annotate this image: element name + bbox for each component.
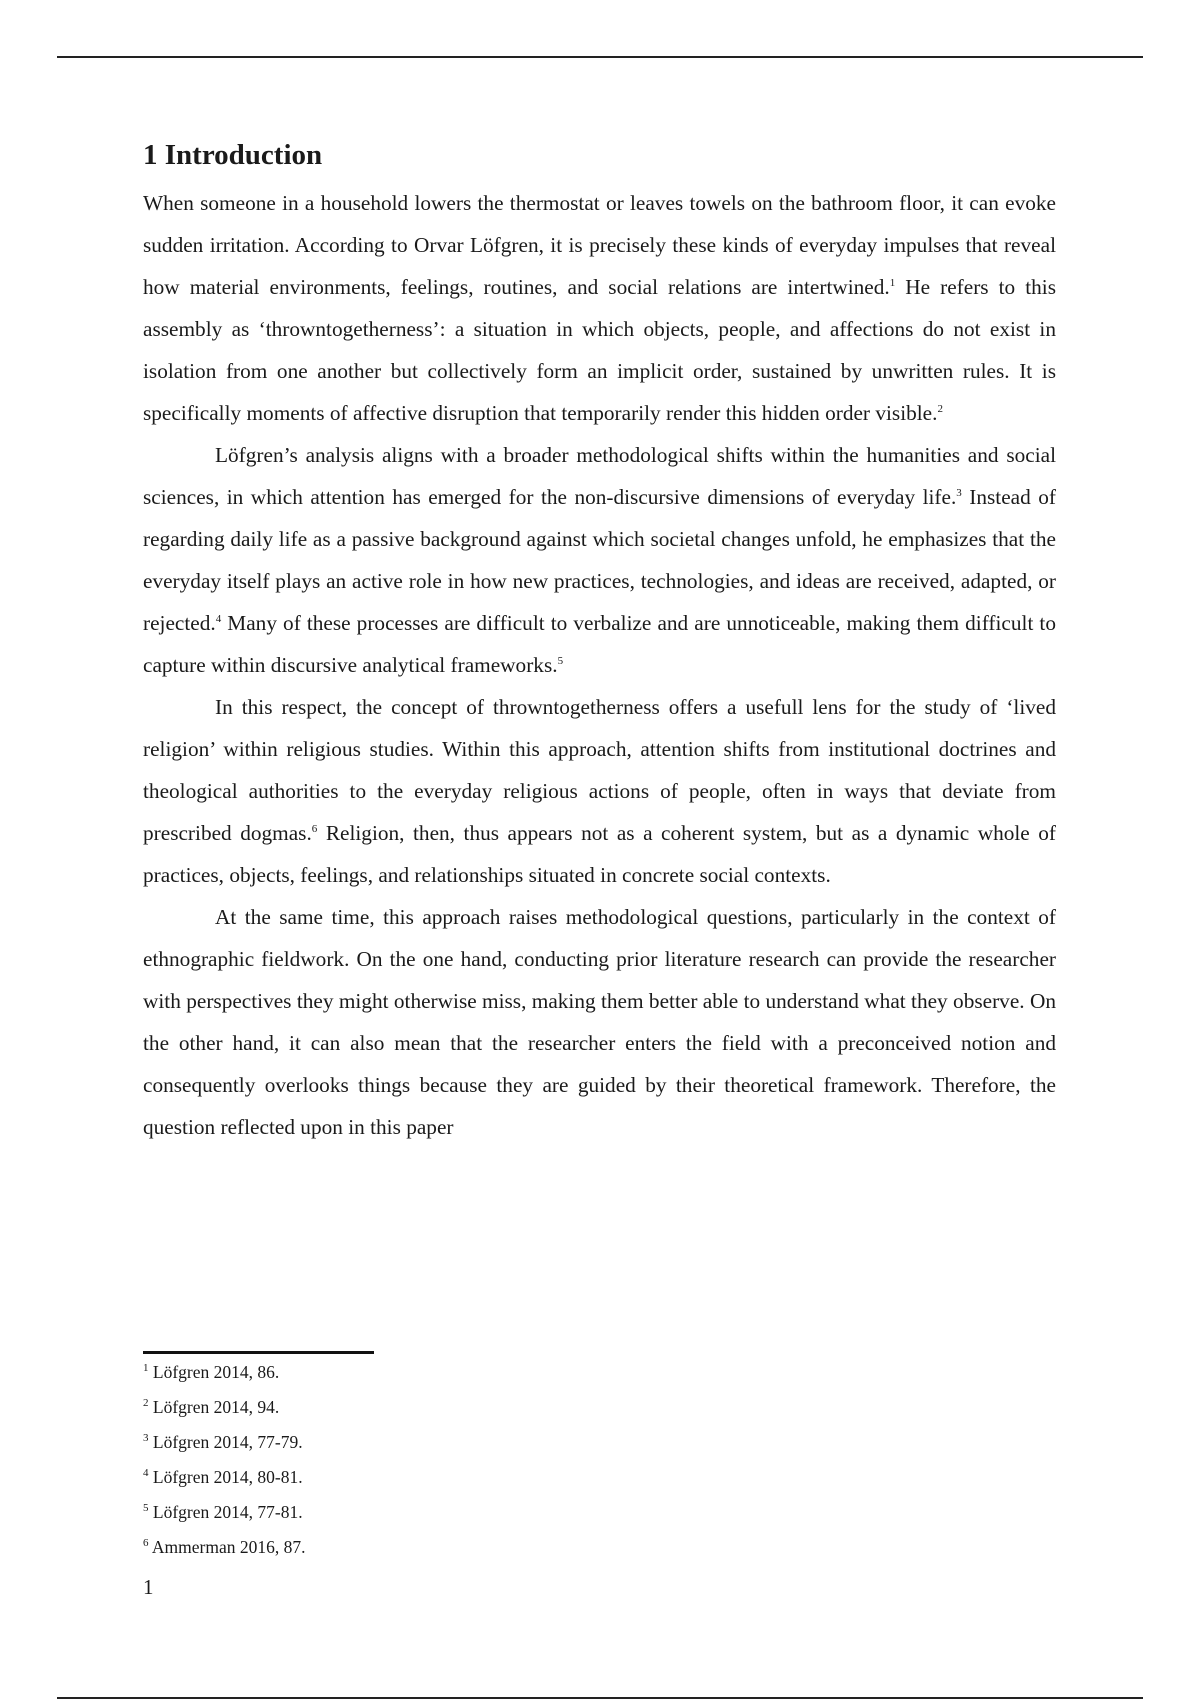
footnote-text: Löfgren 2014, 77-81. <box>148 1502 303 1522</box>
footnote <box>143 1460 743 1495</box>
footnote-number: 4 <box>143 1467 149 1480</box>
paragraph-text: Instead of regarding daily life as a passive background against which societal changes unfold, he emphasizes that the everyday itself plays an active role in how new practices, technologies, and ideas are received, adapted, or rejected. <box>143 484 1056 635</box>
footnote-text: Löfgren 2014, 86. <box>148 1362 280 1382</box>
paragraph-1 <box>143 182 1056 434</box>
footnote-text: Ammerman 2016, 87. <box>148 1537 306 1557</box>
footnote <box>143 1425 743 1460</box>
footnote-ref[interactable]: 1 <box>889 276 896 289</box>
header-rule <box>57 56 1143 58</box>
footnote-ref[interactable]: 5 <box>557 654 564 667</box>
paragraph-text: Religion, then, thus appears not as a coherent system, but as a dynamic whole of practices, objects, feelings, and relationships situated in concrete social contexts. <box>143 820 1057 887</box>
footnote <box>143 1390 743 1425</box>
page-number: 1 <box>143 1575 154 1599</box>
paragraph-text: He refers to this assembly as ‘throwntogetherness’: a situation in which objects, people, and affections do not exist in isolation from one another but collectively form an implicit order, sustained by unwritten rules. It is specifically moments of affective disruption that temporarily render this hidden order visible. <box>143 274 1057 425</box>
footnotes <box>143 1355 743 1565</box>
footnote-ref[interactable]: 3 <box>956 486 962 499</box>
paragraph-4 <box>143 896 1056 1148</box>
paragraph-text: Many of these processes are difficult to verbalize and are unnoticeable, making them difficult to capture within discursive analytical frameworks. <box>143 610 1056 677</box>
footnote-ref[interactable]: 2 <box>937 402 943 415</box>
footnote-text: Löfgren 2014, 94. <box>148 1397 280 1417</box>
footnote-text: Löfgren 2014, 80-81. <box>148 1467 303 1487</box>
paragraph-text: At the same time, this approach raises methodological questions, particularly in the context of ethnographic fieldwork. On the one hand, conducting prior literature research can provide the researcher with perspectives they might otherwise miss, making them better able to understand what they observe. On the other hand, it can also mean that the researcher enters the field with a preconceived notion and consequently overlooks things because they are guided by their theoretical framework. Therefore, the question reflected upon in this paper <box>143 904 1056 1139</box>
footnote-number: 3 <box>143 1432 149 1445</box>
footnote-ref[interactable]: 6 <box>311 822 318 835</box>
footnote-separator <box>143 1351 374 1354</box>
paragraph-text: When someone in a household lowers the thermostat or leaves towels on the bathroom floor, it can evoke sudden irritation. According to Orvar Löfgren, it is precisely these kinds of everyday impulses that reveal how material environments, feelings, routines, and social relations are intertwined. <box>143 190 1056 299</box>
footnote-ref[interactable]: 4 <box>215 612 222 625</box>
paragraph-text: In this respect, the concept of throwntogetherness offers a usefull lens for the study of ‘lived religion’ within religious studies. Within this approach, attention shifts from institutional doctrines and theological authorities to the everyday religious actions of people, often in ways that deviate from prescribed dogmas. <box>143 694 1056 845</box>
footnote-text: Löfgren 2014, 77-79. <box>148 1432 303 1452</box>
footnote <box>143 1495 743 1530</box>
paragraph-2 <box>143 434 1056 686</box>
section-heading: 1 Introduction <box>143 139 323 171</box>
footnote-number: 5 <box>143 1502 149 1515</box>
paragraph-3 <box>143 686 1056 896</box>
footnote-number: 2 <box>143 1397 149 1410</box>
footer-rule <box>57 1697 1143 1699</box>
footnote <box>143 1530 743 1565</box>
footnote-number: 6 <box>143 1537 149 1550</box>
page-body <box>143 138 1056 1148</box>
footnote-number: 1 <box>143 1362 149 1375</box>
footnote <box>143 1355 743 1390</box>
paragraph-text: Löfgren’s analysis aligns with a broader methodological shifts within the humanities and social sciences, in which attention has emerged for the non-discursive dimensions of everyday life. <box>143 442 1056 509</box>
